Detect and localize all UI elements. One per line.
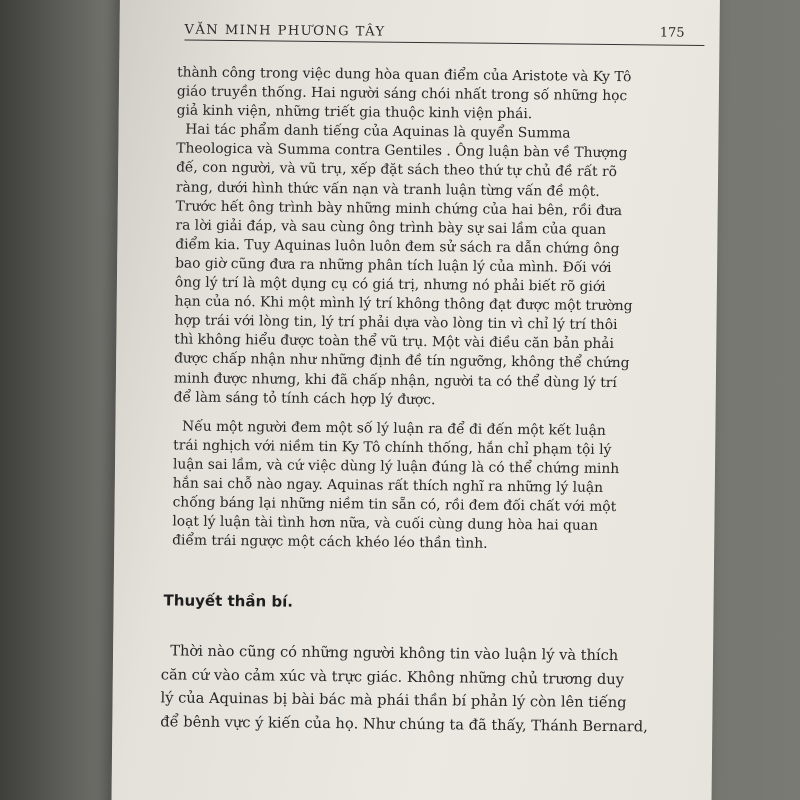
page-number: 175 [659,25,685,41]
running-header [184,18,704,46]
text-line: loạt lý luận tài tình hơn nữa, và cuối cùng dung hòa hai quan [172,513,598,535]
paragraph-3 [172,417,703,556]
text-line: ràng, dưới hình thức vấn nạn và tranh luận từng vấn đề một. [175,179,600,200]
text-line: chống báng lại những niềm tin sẵn có, rồi đem đối chất với một [172,494,617,516]
text-line: ra lời giải đáp, và sau cùng ông trình bày sự sai lầm của quan [175,217,607,238]
text-line: trái nghịch với niềm tin Ky Tô chính thống, hắn chỉ phạm tội lý [173,437,612,458]
text-line: điểm kia. Tuy Aquinas luôn luôn đem sử sách ra dẫn chứng ông [175,236,620,257]
section-heading: Thuyết thần bí. [163,591,294,611]
text-line: luận sai lầm, và cứ việc dùng lý luận đúng là có thể chứng minh [172,456,620,477]
paragraph-1 [177,63,708,126]
text-line: bao giờ cũng đưa ra những phân tích luận lý của mình. Đối với [175,255,612,276]
section-text [160,639,706,739]
text-line: Thời nào cũng có những người không tin vào luận lý và thích [160,642,619,665]
text-line: Trước hết ông trình bày những minh chứng của hai bên, rồi đưa [175,198,623,219]
text-line: giáo truyền thống. Hai người sáng chói nhất trong số những học [176,83,628,105]
text-line: để bênh vực ý kiến của họ. Như chúng ta đã thấy, Thánh Bernard, [160,712,648,735]
text-line: ông lý trí là một dụng cụ có giá trị, nhưng nó phải biết rõ giới [174,274,606,295]
text-line: để làm sáng tỏ tính cách hợp lý được. [173,389,436,408]
text-line: căn cứ vào cảm xúc và trực giác. Không những chủ trương duy [160,665,625,688]
text-line: Nếu một người đem một số lý luận ra để đi đến một kết luận [173,418,606,439]
main-text [172,63,707,556]
text-line: thành công trong việc dung hòa quan điểm của Aristote và Ky Tô [177,64,632,86]
text-line: lý của Aquinas bị bài bác mà phái thần bí phản lý còn lên tiếng [160,689,627,712]
text-line: Theologica và Summa contra Gentiles . Ông luận bàn về Thượng [176,140,628,162]
text-line: hạn của nó. Khi một mình lý trí không thông đạt được một trường [174,293,633,315]
header-title: VĂN MINH PHƯƠNG TÂY [184,22,386,40]
text-line: thì không hiểu được toàn thể vũ trụ. Một vài điều căn bản phải [174,331,615,353]
paragraph-2 [174,121,707,413]
text-line: hắn sai chỗ nào ngay. Aquinas rất thích nghĩ ra những lý luận [172,475,604,496]
text-line: đế, con người, và vũ trụ, xếp đặt sách theo thứ tự chủ đề rất rõ [176,159,618,181]
text-line: Hai tác phẩm danh tiếng của Aquinas là quyển Summa [176,121,571,142]
text-line: minh được nhưng, khi đã chấp nhận, người ta có thể dùng lý trí [173,369,617,391]
text-line: điểm trái ngược một cách khéo léo thần tình. [172,532,488,552]
book-page [111,0,720,800]
text-line: được chấp nhận như những định đề tín ngưỡng, không thể chứng [174,350,630,372]
text-line: giả kinh viện, những triết gia thuộc kinh viện phái. [176,102,533,123]
text-line: hợp trái với lòng tin, lý trí phải dựa vào lòng tin vì chỉ lý trí thôi [174,312,618,334]
